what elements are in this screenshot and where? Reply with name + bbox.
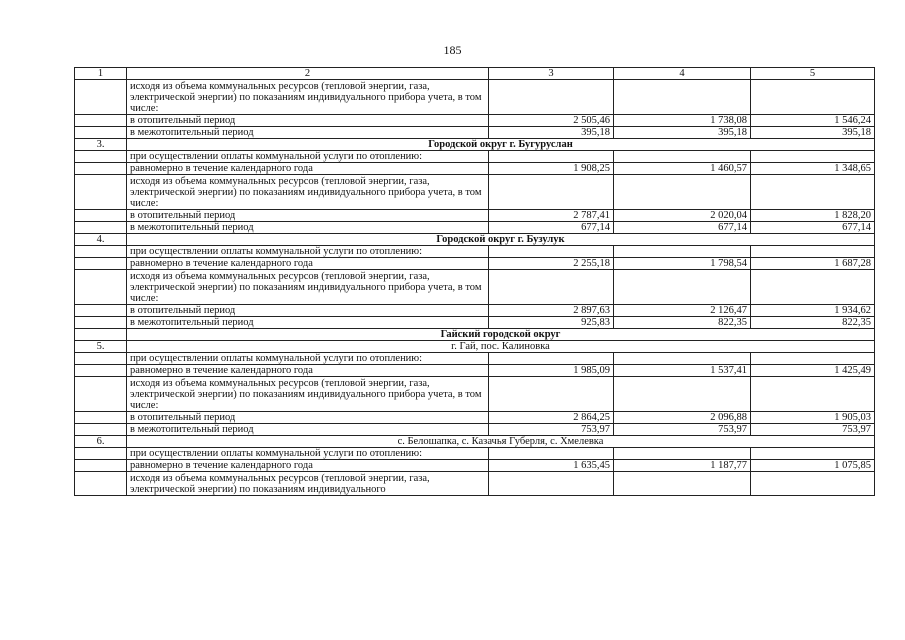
value-cell: 1 934,62 [751, 305, 875, 317]
value-cell: 2 864,25 [489, 412, 614, 424]
value-cell [751, 353, 875, 365]
row-number-cell [75, 151, 127, 163]
description-cell: в межотопительный период [127, 424, 489, 436]
value-cell [614, 80, 751, 115]
value-cell: 1 348,65 [751, 163, 875, 175]
value-cell [489, 448, 614, 460]
table-row [75, 305, 875, 317]
description-cell: равномерно в течение календарного года [127, 365, 489, 377]
description-cell: исходя из объема коммунальных ресурсов (тепловой энергии, газа, электрической энергии) по показаниям индивидуального прибора учета, в том числе: [127, 175, 489, 210]
header-cell: 1 [75, 68, 127, 80]
value-cell: 1 187,77 [614, 460, 751, 472]
value-cell: 2 126,47 [614, 305, 751, 317]
table-row [75, 115, 875, 127]
value-cell [751, 377, 875, 412]
value-cell: 753,97 [614, 424, 751, 436]
value-cell: 677,14 [489, 222, 614, 234]
section-title-cell: Городской округ г. Бузулук [127, 234, 875, 246]
value-cell: 677,14 [751, 222, 875, 234]
description-cell: исходя из объема коммунальных ресурсов (тепловой энергии, газа, электрической энергии) по показаниям индивидуального прибора учета, в том числе: [127, 377, 489, 412]
row-number-cell [75, 329, 127, 341]
value-cell: 1 738,08 [614, 115, 751, 127]
value-cell: 1 905,03 [751, 412, 875, 424]
value-cell [614, 175, 751, 210]
value-cell [614, 448, 751, 460]
value-cell: 1 798,54 [614, 258, 751, 270]
value-cell: 395,18 [751, 127, 875, 139]
description-cell: при осуществлении оплаты коммунальной услуги по отоплению: [127, 151, 489, 163]
value-cell [614, 270, 751, 305]
row-number-cell [75, 246, 127, 258]
value-cell [751, 270, 875, 305]
row-number-cell [75, 210, 127, 222]
description-cell: в межотопительный период [127, 127, 489, 139]
row-number-cell [75, 163, 127, 175]
row-number-cell [75, 127, 127, 139]
value-cell [489, 353, 614, 365]
value-cell: 1 687,28 [751, 258, 875, 270]
value-cell [751, 80, 875, 115]
page-number: 185 [443, 43, 462, 57]
table-row [75, 424, 875, 436]
value-cell [489, 151, 614, 163]
table-row [75, 151, 875, 163]
row-number-cell [75, 258, 127, 270]
section-row [75, 139, 875, 151]
value-cell: 1 537,41 [614, 365, 751, 377]
value-cell: 677,14 [614, 222, 751, 234]
section-title-cell: Гайский городской округ [127, 329, 875, 341]
table-row [75, 365, 875, 377]
header-cell: 3 [489, 68, 614, 80]
table-row [75, 460, 875, 472]
header-cell: 4 [614, 68, 751, 80]
value-cell [614, 472, 751, 496]
row-number-cell [75, 270, 127, 305]
row-number-cell: 5. [75, 341, 127, 353]
value-cell: 1 425,49 [751, 365, 875, 377]
row-number-cell: 3. [75, 139, 127, 151]
section-row [75, 234, 875, 246]
value-cell: 1 985,09 [489, 365, 614, 377]
table-row [75, 163, 875, 175]
row-number-cell: 6. [75, 436, 127, 448]
value-cell [614, 151, 751, 163]
value-cell [489, 270, 614, 305]
tariff-table-wrapper [74, 67, 875, 496]
table-row [75, 246, 875, 258]
row-number-cell [75, 460, 127, 472]
value-cell: 753,97 [489, 424, 614, 436]
value-cell [614, 246, 751, 258]
description-cell: при осуществлении оплаты коммунальной услуги по отоплению: [127, 353, 489, 365]
description-cell: равномерно в течение календарного года [127, 163, 489, 175]
table-row [75, 222, 875, 234]
value-cell [489, 246, 614, 258]
description-cell: в отопительный период [127, 115, 489, 127]
value-cell [751, 246, 875, 258]
description-cell: в отопительный период [127, 412, 489, 424]
description-cell: равномерно в течение календарного года [127, 460, 489, 472]
table-row [75, 448, 875, 460]
subsection-title-cell: г. Гай, пос. Калиновка [127, 341, 875, 353]
row-number-cell [75, 115, 127, 127]
description-cell: при осуществлении оплаты коммунальной услуги по отоплению: [127, 448, 489, 460]
value-cell: 1 828,20 [751, 210, 875, 222]
header-cell: 2 [127, 68, 489, 80]
table-row [75, 472, 875, 496]
value-cell: 1 908,25 [489, 163, 614, 175]
table-row [75, 127, 875, 139]
subsection-title-cell: с. Белошапка, с. Казачья Губерля, с. Хмелевка [127, 436, 875, 448]
row-number-cell [75, 448, 127, 460]
value-cell: 2 897,63 [489, 305, 614, 317]
tariff-table [74, 67, 875, 496]
table-row [75, 210, 875, 222]
value-cell: 1 075,85 [751, 460, 875, 472]
row-number-cell: 4. [75, 234, 127, 246]
description-cell: в отопительный период [127, 210, 489, 222]
value-cell: 822,35 [751, 317, 875, 329]
table-row [75, 258, 875, 270]
value-cell [751, 472, 875, 496]
description-cell: исходя из объема коммунальных ресурсов (тепловой энергии, газа, электрической энергии) по показаниям индивидуального прибора учета, в том числе: [127, 80, 489, 115]
header-row [75, 68, 875, 80]
value-cell [751, 151, 875, 163]
row-number-cell [75, 353, 127, 365]
description-cell: исходя из объема коммунальных ресурсов (тепловой энергии, газа, электрической энергии) по показаниям индивидуального [127, 472, 489, 496]
section-row [75, 436, 875, 448]
value-cell: 1 546,24 [751, 115, 875, 127]
table-row [75, 270, 875, 305]
section-title-cell: Городской округ г. Бугуруслан [127, 139, 875, 151]
table-row [75, 317, 875, 329]
section-row [75, 329, 875, 341]
description-cell: в межотопительный период [127, 222, 489, 234]
value-cell: 822,35 [614, 317, 751, 329]
value-cell: 2 787,41 [489, 210, 614, 222]
value-cell [489, 472, 614, 496]
row-number-cell [75, 305, 127, 317]
value-cell: 753,97 [751, 424, 875, 436]
table-row [75, 175, 875, 210]
row-number-cell [75, 317, 127, 329]
value-cell [489, 175, 614, 210]
row-number-cell [75, 424, 127, 436]
description-cell: равномерно в течение календарного года [127, 258, 489, 270]
table-row [75, 377, 875, 412]
description-cell: исходя из объема коммунальных ресурсов (тепловой энергии, газа, электрической энергии) по показаниям индивидуального прибора учета, в том числе: [127, 270, 489, 305]
table-body [75, 80, 875, 496]
value-cell: 2 096,88 [614, 412, 751, 424]
row-number-cell [75, 365, 127, 377]
row-number-cell [75, 222, 127, 234]
value-cell: 395,18 [614, 127, 751, 139]
description-cell: в межотопительный период [127, 317, 489, 329]
description-cell: при осуществлении оплаты коммунальной услуги по отоплению: [127, 246, 489, 258]
table-row [75, 353, 875, 365]
value-cell: 2 255,18 [489, 258, 614, 270]
value-cell [751, 448, 875, 460]
table-row [75, 412, 875, 424]
value-cell: 925,83 [489, 317, 614, 329]
value-cell [614, 353, 751, 365]
row-number-cell [75, 412, 127, 424]
value-cell [614, 377, 751, 412]
header-cell: 5 [751, 68, 875, 80]
value-cell: 1 460,57 [614, 163, 751, 175]
row-number-cell [75, 377, 127, 412]
value-cell [489, 377, 614, 412]
section-row [75, 341, 875, 353]
value-cell: 2 505,46 [489, 115, 614, 127]
value-cell [489, 80, 614, 115]
table-row [75, 80, 875, 115]
description-cell: в отопительный период [127, 305, 489, 317]
row-number-cell [75, 175, 127, 210]
value-cell: 395,18 [489, 127, 614, 139]
row-number-cell [75, 472, 127, 496]
value-cell [751, 175, 875, 210]
value-cell: 2 020,04 [614, 210, 751, 222]
value-cell: 1 635,45 [489, 460, 614, 472]
row-number-cell [75, 80, 127, 115]
